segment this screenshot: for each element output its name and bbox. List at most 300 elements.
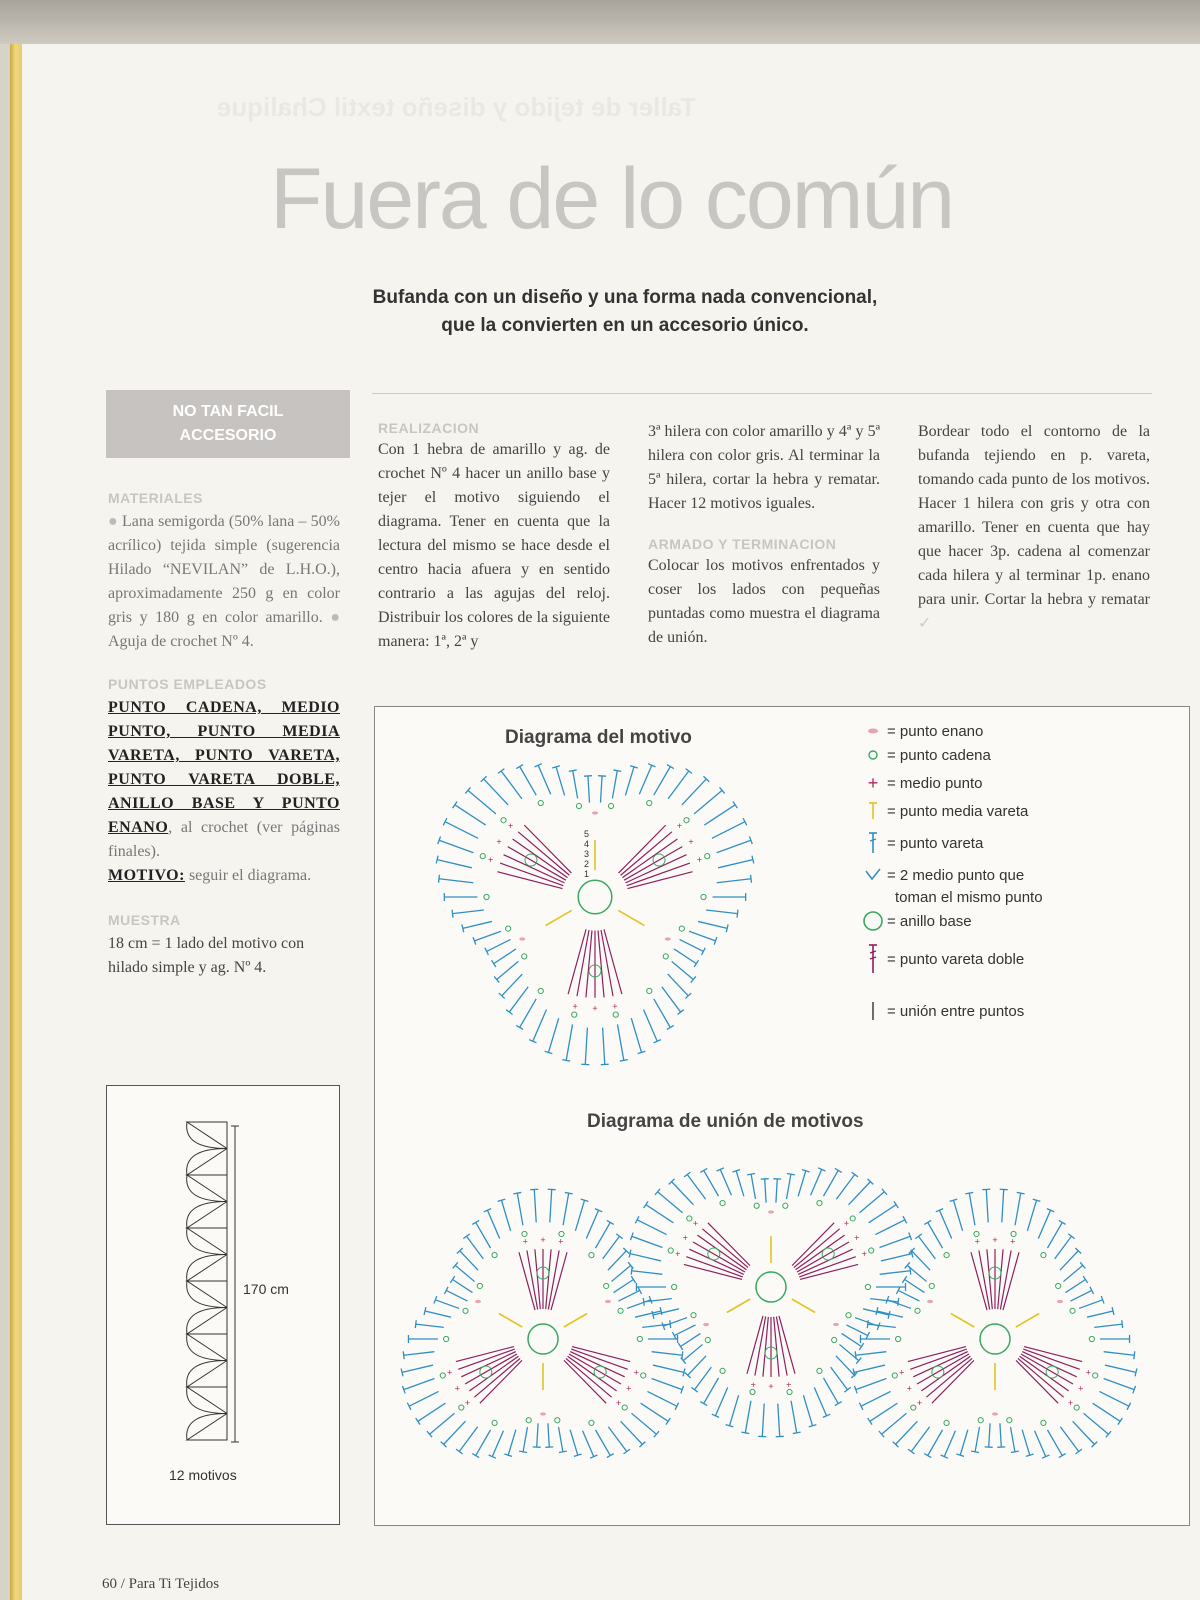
union-motif-3-vareta-cap xyxy=(965,1192,973,1193)
union-motif-2-medio-punto-mark: + xyxy=(843,1217,850,1228)
union-motif-3-vareta-cap xyxy=(868,1418,872,1425)
motif-group xyxy=(436,764,754,1065)
union-motif-2-vareta-cap xyxy=(787,1173,795,1174)
union-motif-3-cadena-mark xyxy=(1093,1373,1098,1378)
union-motif-3-cadena-mark xyxy=(1074,1405,1079,1410)
union-motif-1-medio-punto-mark: + xyxy=(540,1235,546,1245)
scarf-motif-triangle xyxy=(187,1387,227,1414)
legend-label: = unión entre puntos xyxy=(887,1003,1025,1020)
scarf-motif-triangle xyxy=(187,1334,227,1361)
scarf-motif-outlines xyxy=(187,1122,227,1440)
union-motif-1-vareta-mark xyxy=(575,1200,584,1231)
union-motif-3-media-vareta-mark xyxy=(951,1314,974,1328)
union-motif-2-anillo-base xyxy=(756,1272,786,1302)
scarf-motif-triangle xyxy=(187,1202,227,1229)
union-motif-1-vareta-cap xyxy=(631,1276,635,1283)
union-motif-1-vareta-mark xyxy=(641,1403,669,1421)
union-motif-2-vareta-mark xyxy=(674,1325,695,1336)
union-motif-1-cadena-mark xyxy=(555,1418,560,1423)
motif-vareta-mark xyxy=(704,805,735,825)
union-diagram-title: Diagrama de unión de motivos xyxy=(587,1111,864,1132)
legend-item-vareta-doble xyxy=(869,945,1024,973)
union-motif-3-vareta-mark xyxy=(1104,1352,1135,1356)
union-motif-2-vareta-doble-mark xyxy=(708,1223,750,1266)
motif-anillo-base xyxy=(578,880,612,914)
union-motif-2-vareta-cap xyxy=(793,1432,801,1433)
union-motif-1-vareta-mark xyxy=(435,1300,459,1309)
union-motif-2-medio-punto-mark: + xyxy=(692,1217,699,1228)
union-motif-1-cadena-mark xyxy=(444,1336,449,1341)
motif-vareta-mark xyxy=(509,987,528,1012)
union-motif-3-cadena-mark xyxy=(1070,1308,1075,1313)
union-motif-1-vareta-mark xyxy=(559,1427,563,1452)
motif-vareta-mark xyxy=(548,1018,558,1052)
union-motif-1-enano-mark xyxy=(605,1300,611,1303)
union-motif-1-cadena-mark xyxy=(492,1420,497,1425)
union-motif-2-vareta-mark xyxy=(778,1404,780,1437)
union-motif-3-cadena-mark xyxy=(929,1283,934,1288)
union-motif-3-medio-punto-mark: + xyxy=(916,1398,923,1409)
union-motif-2-vareta-cap xyxy=(631,1267,632,1275)
union-motif-3-vareta-mark xyxy=(1105,1365,1136,1372)
union-motif-3-cadena-mark xyxy=(978,1418,983,1423)
union-motif-3-vareta-mark xyxy=(1047,1430,1062,1456)
union-motif-1-cadena-mark xyxy=(637,1336,642,1341)
union-motif-1-vareta-mark xyxy=(460,1251,478,1270)
motif-vareta-cap xyxy=(694,960,698,967)
union-motif-3-vareta-mark xyxy=(1079,1300,1103,1309)
motif-vareta-mark xyxy=(520,767,537,796)
union-motif-3-vareta-mark xyxy=(1099,1391,1128,1406)
legend-label: = punto vareta xyxy=(887,835,984,852)
legend-item-anillo-base xyxy=(864,912,972,930)
motif-cadena-mark xyxy=(663,954,668,959)
motif-vareta-mark xyxy=(445,822,478,839)
motif-diagram-title: Diagrama del motivo xyxy=(505,727,692,748)
union-motif-3-vareta-mark xyxy=(882,1413,907,1434)
union-motif-2-cadena-mark xyxy=(720,1368,725,1373)
union-motif-1-vareta-mark xyxy=(476,1430,491,1456)
union-motif-1-vareta-cap xyxy=(415,1320,416,1328)
motif-vareta-mark xyxy=(566,1024,572,1060)
motif-vareta-mark xyxy=(717,840,751,852)
motif-vareta-mark xyxy=(680,939,704,951)
union-motif-1-vareta-mark xyxy=(446,1290,467,1301)
union-motif-1-cadena-mark xyxy=(492,1253,497,1258)
union-motif-1-vareta-mark xyxy=(595,1222,610,1248)
union-motif-2-vareta-mark xyxy=(632,1271,663,1275)
union-motif-3-vareta-mark xyxy=(1027,1200,1036,1231)
union-motif-1-vareta-mark xyxy=(476,1222,491,1248)
motif-vareta-mark xyxy=(644,1009,658,1041)
motif-vareta-cap xyxy=(677,1010,683,1015)
materials-text xyxy=(108,510,340,654)
union-motif-1-vareta-cap xyxy=(607,1220,614,1224)
union-motif-2-vareta-mark xyxy=(776,1179,777,1203)
union-motif-2-vareta-cap xyxy=(835,1402,842,1406)
union-motif-3-vareta-mark xyxy=(1087,1311,1113,1317)
motif-cadena-mark xyxy=(705,854,710,859)
realization-continued xyxy=(648,420,880,516)
motif-row-label: 1 xyxy=(583,868,589,879)
union-motif-3-cadena-mark xyxy=(944,1253,949,1258)
union-motif-1-vareta-mark xyxy=(618,1290,639,1301)
bullet-icon: ● xyxy=(330,609,340,626)
union-motif-1-vareta-cap xyxy=(472,1454,479,1458)
motif-vareta-mark xyxy=(453,910,484,914)
motif-vareta-mark xyxy=(502,974,523,996)
union-motif-3-vareta-cap xyxy=(915,1234,921,1239)
union-motif-3-enano-mark xyxy=(927,1300,933,1303)
union-motif-3-cadena-mark xyxy=(911,1405,916,1410)
stitches-text xyxy=(108,696,340,888)
motif-vareta-mark xyxy=(487,939,511,951)
union-motif-1-vareta-cap xyxy=(682,1351,683,1359)
motif-diagram xyxy=(436,764,754,1065)
union-motif-2-vareta-mark xyxy=(859,1192,884,1213)
union-motif-1-vareta-doble-mark xyxy=(480,1360,522,1403)
motif-vareta-doble-mark xyxy=(624,847,682,881)
motif-vareta-mark xyxy=(706,910,737,914)
union-motif-3-vareta-cap xyxy=(1059,1454,1066,1458)
union-motif-3-enano-mark xyxy=(992,1412,998,1415)
union-motif-2-vareta-mark xyxy=(630,1254,661,1261)
union-motif-2-medio-punto-mark: + xyxy=(861,1248,867,1259)
motif-vareta-mark xyxy=(689,931,716,941)
motif-medio-punto-mark: + xyxy=(696,854,703,865)
union-motif-2-cadena-mark xyxy=(705,1337,710,1342)
union-motif-1-vareta-doble-mark xyxy=(566,1358,612,1397)
union-motif-1-vareta-mark xyxy=(611,1265,630,1281)
union-motif-2-vareta-cap xyxy=(629,1250,631,1258)
motif-vareta-mark xyxy=(668,771,689,799)
motif-enano-mark xyxy=(665,937,671,940)
union-motif-1-vareta-mark xyxy=(455,1265,474,1281)
motif-vareta-mark xyxy=(639,765,652,794)
union-motif-2-vareta-mark xyxy=(663,1318,687,1327)
motif-vareta-cap xyxy=(726,924,728,932)
union-motif-3-vareta-mark xyxy=(1060,1251,1078,1270)
motif-vareta-mark xyxy=(533,1009,547,1041)
union-motif-2-vareta-mark xyxy=(658,1192,683,1213)
sample-text: 18 cm = 1 lado del motivo con hilado simple y ag. Nº 4. xyxy=(108,935,305,976)
union-motif-3-vareta-cap xyxy=(902,1276,906,1283)
union-motif-3-vareta-mark xyxy=(944,1431,955,1457)
dos-medio-punto-icon xyxy=(866,869,880,879)
union-motif-2-vareta-mark xyxy=(632,1236,663,1247)
union-motif-2-cadena-mark xyxy=(865,1284,870,1289)
scarf-motif-triangle xyxy=(187,1149,227,1176)
union-motif-1-medio-punto-mark: + xyxy=(522,1236,528,1247)
union-motif-2-vareta-cap xyxy=(859,1343,863,1350)
union-motif-2-vareta-mark xyxy=(849,1182,871,1205)
union-motif-3-vareta-doble-mark xyxy=(1016,1360,1058,1403)
motif-vareta-cap xyxy=(498,769,504,774)
union-motif-2-cadena-mark xyxy=(672,1284,677,1289)
motif-vareta-mark xyxy=(600,776,602,803)
union-motif-1-cadena-mark xyxy=(477,1283,482,1288)
union-motif-1-media-vareta-mark xyxy=(564,1314,587,1328)
union-motif-2-cadena-mark xyxy=(817,1201,822,1206)
motif-cadena-mark xyxy=(647,988,652,993)
union-motif-3-vareta-mark xyxy=(986,1189,988,1222)
union-motif-1-medio-punto-mark: + xyxy=(447,1367,453,1378)
union-motif-2-vareta-mark xyxy=(831,1367,848,1390)
legend-label: = 2 medio punto que xyxy=(887,867,1025,884)
scarf-motif-triangle xyxy=(187,1122,227,1149)
materials-description: Lana semigorda (50% lana – 50% acrílico) tejida simple (sugerencia Hilado “NEVILAN” de L.H.O.), aproximadamente 250 g en color gris y 180 g en color amarillo. xyxy=(108,513,340,626)
union-motif-1-vareta-mark xyxy=(467,1236,484,1259)
motif-vareta-mark xyxy=(712,822,745,839)
union-motif-2-vareta-mark xyxy=(683,1344,702,1360)
union-motif-1-cadena-mark xyxy=(641,1373,646,1378)
union-motif-3-medio-punto-mark: + xyxy=(906,1383,912,1394)
union-motif-2-vareta-cap xyxy=(644,1201,648,1208)
union-motif-3-vareta-cap xyxy=(1059,1220,1066,1224)
union-motif-3-vareta-mark xyxy=(856,1352,887,1356)
motif-vareta-mark xyxy=(573,771,578,799)
union-motif-2-vareta-cap xyxy=(844,1387,850,1392)
union-motif-1-vareta-mark xyxy=(402,1365,433,1372)
union-motif-3-vareta-mark xyxy=(1073,1421,1095,1444)
union-motif-2-vareta-mark xyxy=(765,1179,766,1203)
motif-vareta-doble-mark xyxy=(518,832,569,875)
union-motif-1-medio-punto-mark: + xyxy=(615,1398,622,1409)
union-motif-1-anillo-base xyxy=(528,1324,558,1354)
union-motif-1-cadena-mark xyxy=(526,1418,531,1423)
motif-vareta-mark xyxy=(662,987,681,1012)
union-motif-2-cadena-mark xyxy=(691,1313,696,1318)
union-motif-1-vareta-cap xyxy=(472,1220,479,1224)
union-motif-2-cadena-mark xyxy=(783,1203,788,1208)
union-motif-3-vareta-mark xyxy=(1070,1290,1091,1301)
union-motif-3-vareta-mark xyxy=(1038,1210,1050,1238)
union-motif-1-vareta-cap xyxy=(519,1451,527,1452)
union-motif-2-medio-punto-mark: + xyxy=(854,1232,860,1243)
union-motif-1-medio-punto-mark: + xyxy=(454,1383,460,1394)
union-motif-3-vareta-mark xyxy=(912,1251,930,1270)
punto-cadena-icon xyxy=(869,751,877,759)
union-motif-3-vareta-cap xyxy=(924,1220,931,1224)
left-column xyxy=(108,490,340,980)
motif-cadena-mark xyxy=(684,818,689,823)
motif-medio-punto-mark: + xyxy=(507,820,514,831)
union-motif-2-cadena-mark xyxy=(687,1216,692,1221)
union-motif-1-vareta-mark xyxy=(653,1365,684,1372)
union-motif-3-vareta-mark xyxy=(1093,1403,1121,1421)
union-motif-2-medio-punto-mark: + xyxy=(682,1232,688,1243)
legend-item-vareta xyxy=(869,833,984,853)
union-motif-2-vareta-mark xyxy=(870,1299,898,1302)
motif-vareta-mark xyxy=(698,921,727,928)
motif-cadena-mark xyxy=(501,818,506,823)
union-motif-3-vareta-cap xyxy=(1118,1418,1122,1425)
motif-enano-mark xyxy=(519,937,525,940)
union-motif-3-vareta-mark xyxy=(989,1423,990,1447)
motif-vareta-cap xyxy=(686,769,692,774)
motif-vareta-cap xyxy=(667,765,674,769)
motif-vareta-cap xyxy=(516,1025,523,1029)
motif-vareta-cap xyxy=(462,924,464,932)
motif-vareta-cap xyxy=(562,1060,570,1061)
motif-cadena-mark xyxy=(506,926,511,931)
union-motif-2-vareta-mark xyxy=(803,1395,812,1426)
legend-label: = punto media vareta xyxy=(887,803,1029,820)
vareta-doble-bar1-icon xyxy=(870,951,876,953)
anillo-base-icon xyxy=(864,912,882,930)
motif-vareta-mark xyxy=(474,931,501,941)
union-motif-2-vareta-cap xyxy=(888,1311,890,1319)
union-motif-2-vareta-mark xyxy=(646,1205,674,1223)
page-footer: 60 / Para Ti Tejidos xyxy=(102,1576,220,1592)
union-motif-1-vareta-mark xyxy=(430,1413,455,1434)
union-motif-3-vareta-mark xyxy=(1094,1324,1122,1327)
union-motif-1-vareta-cap xyxy=(513,1192,521,1193)
union-motif-1-cadena-mark xyxy=(459,1405,464,1410)
page-subtitle xyxy=(230,284,1020,340)
union-motif-3-vareta-mark xyxy=(1011,1427,1015,1452)
assembly-heading: ARMADO Y TERMINACION xyxy=(648,536,837,552)
union-motif-1-enano-mark xyxy=(475,1300,481,1303)
union-motif-3-vareta-mark xyxy=(1035,1431,1046,1457)
union-motif-3-medio-punto-mark: + xyxy=(1067,1398,1074,1409)
header-divider xyxy=(372,393,1152,394)
union-motif-2-vareta-mark xyxy=(688,1356,706,1375)
union-motif-1-cadena-mark xyxy=(622,1405,627,1410)
union-motif-2-vareta-mark xyxy=(846,1325,867,1336)
motif-vareta-cap xyxy=(737,910,738,918)
union-motif-1-vareta-mark xyxy=(595,1430,610,1456)
motif-vareta-cap xyxy=(453,801,457,808)
motif-vareta-doble-mark xyxy=(508,847,566,881)
motif-medio-punto-mark: + xyxy=(612,1001,618,1012)
union-motif-1-vareta-mark xyxy=(603,1236,620,1259)
union-motif-1-cadena-mark xyxy=(618,1308,623,1313)
union-motif-3-medio-punto-mark: + xyxy=(899,1367,905,1378)
union-motif-2-vareta-cap xyxy=(678,1343,682,1350)
union-motif-3-vareta-mark xyxy=(856,1379,887,1390)
union-motif-2-vareta-mark xyxy=(880,1236,911,1247)
union-motif-1-vareta-cap xyxy=(624,1449,630,1454)
union-motif-1-cadena-mark xyxy=(440,1373,445,1378)
union-motif-1-vareta-mark xyxy=(537,1423,538,1447)
diagrams-panel xyxy=(374,706,1190,1526)
motif-vareta-mark xyxy=(625,767,634,796)
union-motif-1-vareta-cap xyxy=(463,1234,469,1239)
union-motif-2-vareta-mark xyxy=(811,1169,822,1195)
motif-vareta-doble-mark xyxy=(621,832,672,875)
union-motif-2-vareta-mark xyxy=(823,1378,838,1404)
union-motif-3-vareta-mark xyxy=(1060,1427,1078,1452)
motif-vareta-cap xyxy=(752,856,754,864)
union-motif-2-medio-punto-mark: + xyxy=(750,1379,756,1390)
motif-vareta-mark xyxy=(585,1028,587,1065)
union-motif-1-vareta-cap xyxy=(456,1449,462,1454)
motif-cadena-mark xyxy=(647,800,652,805)
union-motif-2-vareta-mark xyxy=(704,1170,719,1196)
motif-vareta-mark xyxy=(672,961,694,979)
union-motif-3-vareta-cap xyxy=(876,1307,878,1315)
union-motif-1-vareta-mark xyxy=(459,1427,477,1452)
union-motif-3-vareta-mark xyxy=(870,1403,898,1421)
motif-vareta-mark xyxy=(484,779,508,805)
union-motif-2-enano-mark xyxy=(703,1323,709,1326)
stitches-suffix: , al crochet (ver páginas finales). xyxy=(108,819,340,860)
union-motif-3-vareta-mark xyxy=(928,1430,943,1456)
motif-cadena-mark xyxy=(480,854,485,859)
union-motif-2-medio-punto-mark: + xyxy=(675,1248,681,1259)
union-motif-2-media-vareta-mark xyxy=(727,1299,750,1313)
union-motif-3-vareta-cap xyxy=(1076,1449,1082,1454)
union-motif-3-vareta-mark xyxy=(919,1236,936,1259)
motif-medio-punto-mark: + xyxy=(572,1001,578,1012)
union-motif-3-vareta-cap xyxy=(867,1320,868,1328)
union-motif-3-group xyxy=(853,1189,1137,1458)
motif-vareta-mark xyxy=(556,767,565,796)
checkmark-icon: ✓ xyxy=(918,615,932,632)
union-motif-3-vareta-doble-mark xyxy=(926,1358,972,1397)
union-motif-2-vareta-mark xyxy=(762,1404,764,1437)
union-motif-2-vareta-mark xyxy=(715,1387,727,1415)
length-label: 170 cm xyxy=(243,1281,289,1297)
scarf-motif-triangle xyxy=(187,1175,227,1202)
diagrams-drawing xyxy=(375,707,1189,1525)
union-motif-3-cadena-mark xyxy=(1089,1336,1094,1341)
union-motif-1-vareta-mark xyxy=(418,1403,446,1421)
page-top-shadow xyxy=(0,0,1200,44)
motif-vareta-mark xyxy=(463,921,492,928)
union-motif-3-vareta-mark xyxy=(1083,1413,1108,1434)
union-motif-2-medio-punto-mark: + xyxy=(786,1379,792,1390)
union-motif-1-vareta-mark xyxy=(608,1427,626,1452)
union-motif-1-vareta-mark xyxy=(416,1324,444,1327)
realization-column xyxy=(378,420,610,654)
motif-vareta-cap xyxy=(620,1060,628,1061)
motif-vareta-mark xyxy=(718,860,753,868)
union-motif-3-vareta-mark xyxy=(1002,1189,1004,1222)
union-motif-2-vareta-mark xyxy=(842,1333,862,1346)
union-motif-3-enano-mark xyxy=(1057,1300,1063,1303)
union-motif-2-vareta-cap xyxy=(852,1172,858,1177)
motif-cadena-mark xyxy=(522,954,527,959)
stitches-heading: PUNTOS EMPLEADOS xyxy=(108,676,267,692)
motif-vareta-cap xyxy=(516,765,523,769)
motif-vareta-mark xyxy=(501,771,522,799)
difficulty-label: NO TAN FACIL xyxy=(172,403,284,420)
union-motif-3-vareta-cap xyxy=(971,1451,979,1452)
motif-cadena-mark xyxy=(608,803,613,808)
union-motif-2-vareta-mark xyxy=(687,1175,705,1200)
motif-vareta-cap xyxy=(436,856,438,864)
union-motif-1-vareta-cap xyxy=(403,1351,404,1359)
union-motif-3-vareta-mark xyxy=(1063,1265,1082,1281)
motif-cadena-mark xyxy=(484,894,489,899)
union-motif-2-vareta-cap xyxy=(747,1173,755,1174)
union-motif-3-vareta-cap xyxy=(1134,1351,1135,1359)
union-motif-1-vareta-mark xyxy=(550,1189,552,1222)
union-motif-3-vareta-mark xyxy=(1055,1236,1072,1259)
materials-heading: MATERIALES xyxy=(108,490,203,506)
union-motif-2-vareta-cap xyxy=(700,1168,707,1172)
union-motif-2-vareta-mark xyxy=(814,1387,826,1415)
legend-item-punto-enano xyxy=(868,723,983,740)
union-motif-3-cadena-mark xyxy=(1007,1418,1012,1423)
union-motif-1-vareta-mark xyxy=(508,1430,516,1456)
union-motif-3-vareta-mark xyxy=(928,1222,943,1248)
union-motif-3-vareta-mark xyxy=(854,1365,885,1372)
union-motif-2-cadena-mark xyxy=(850,1216,855,1221)
motif-medio-punto-mark: + xyxy=(496,836,502,847)
